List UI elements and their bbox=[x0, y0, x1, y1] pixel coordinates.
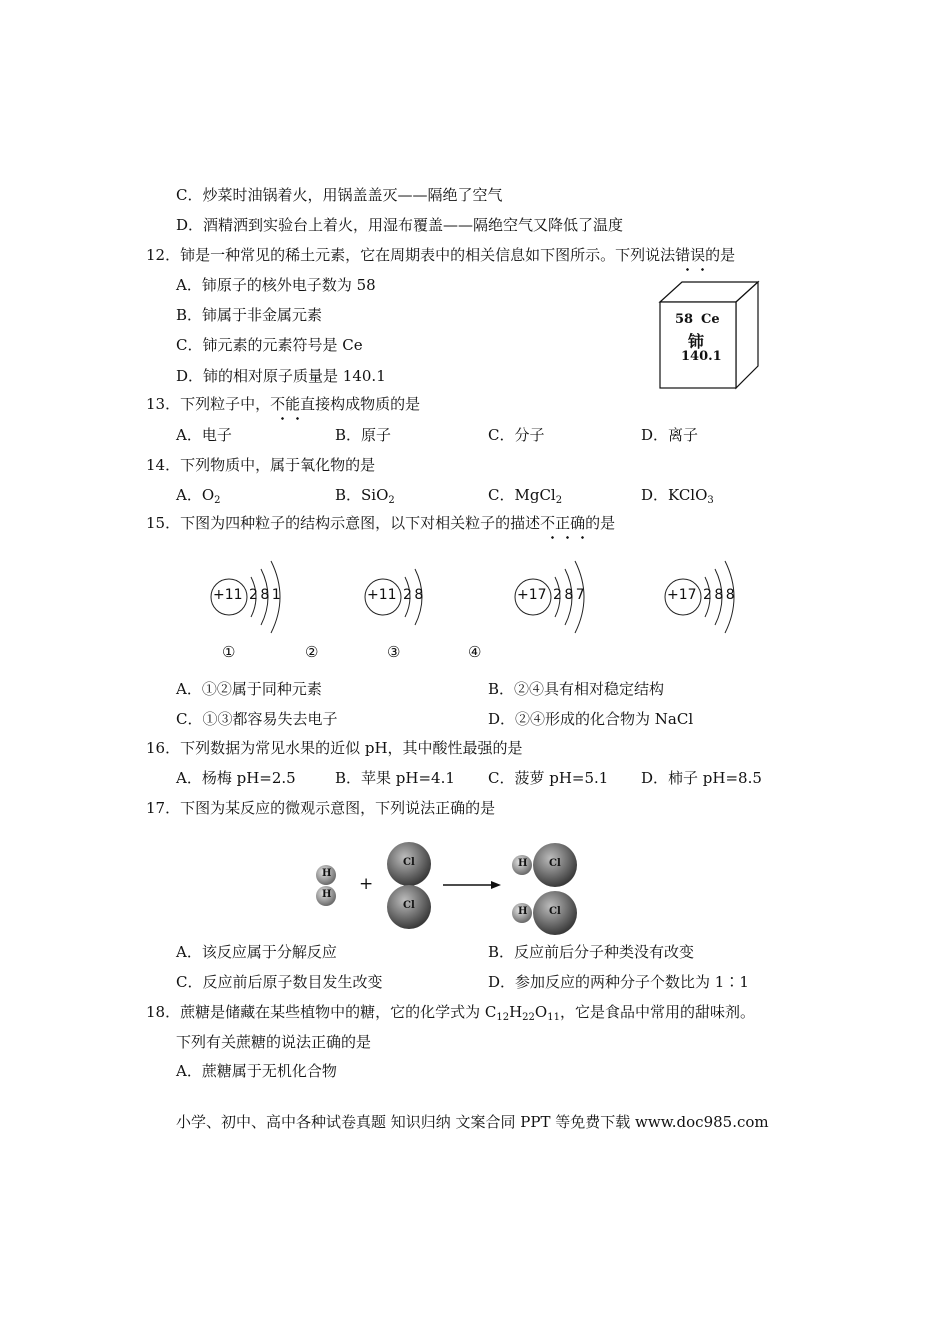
q17-option-b: B．反应前后分子种类没有改变 bbox=[488, 943, 695, 961]
atom-label-2: ② bbox=[305, 643, 319, 661]
q13-stem-end: 直接构成物质的是 bbox=[300, 395, 421, 413]
q13-emphasis: 不能 bbox=[270, 395, 301, 413]
q14-stem: 14．下列物质中，属于氧化物的是 bbox=[146, 456, 376, 474]
cube-outline bbox=[655, 280, 765, 392]
q12-option-a: A．铈原子的核外电子数为 58 bbox=[176, 276, 376, 294]
q14-a-formula: A．O bbox=[176, 486, 215, 504]
plus-sign: + bbox=[359, 874, 374, 894]
q13-option-c: C．分子 bbox=[488, 426, 545, 444]
q17-option-d: D．参加反应的两种分子个数比为 1∶1 bbox=[488, 973, 749, 991]
q14-option-a bbox=[176, 485, 221, 505]
q13-option-b: B．原子 bbox=[335, 426, 392, 444]
cl-label-1: Cl bbox=[403, 857, 415, 868]
q13-option-d: D．离子 bbox=[641, 426, 699, 444]
card-atomic-number: 58 bbox=[675, 312, 694, 327]
q15-stem-text: 15．下图为四种粒子的结构示意图，以下对相关粒子的描述 bbox=[146, 514, 541, 532]
q16-option-c: C．菠萝 pH=5.1 bbox=[488, 769, 609, 787]
atom-4-electrons: 2 8 8 bbox=[703, 587, 735, 603]
atom-1-electrons: 2 8 1 bbox=[249, 587, 281, 603]
atom-label-4: ④ bbox=[468, 643, 482, 661]
q11-option-d: D．酒精洒到实验台上着火，用湿布覆盖——隔绝空气又降低了温度 bbox=[176, 216, 624, 234]
q12-stem bbox=[146, 245, 735, 265]
cl-label-2: Cl bbox=[403, 900, 415, 911]
reaction-micro-diagram bbox=[305, 838, 595, 938]
q15-option-c: C．①③都容易失去电子 bbox=[176, 710, 338, 728]
element-card-cube bbox=[655, 280, 765, 392]
atom-4-nucleus: +17 bbox=[667, 587, 697, 603]
q15-option-b: B．②④具有相对稳定结构 bbox=[488, 680, 665, 698]
atom-label-3: ③ bbox=[387, 643, 401, 661]
q12-option-d: D．铈的相对原子质量是 140.1 bbox=[176, 367, 386, 385]
atom-structure-diagrams bbox=[195, 545, 775, 665]
atom-1-nucleus: +11 bbox=[213, 587, 243, 603]
card-element-name: 铈 bbox=[688, 332, 705, 351]
q14-option-c bbox=[488, 485, 562, 505]
q16-option-b: B．苹果 pH=4.1 bbox=[335, 769, 455, 787]
q14-option-d bbox=[641, 485, 714, 505]
q14-b-formula: B．SiO bbox=[335, 486, 389, 504]
q14-d-subscript: 3 bbox=[707, 495, 714, 506]
atom-3-electrons: 2 8 7 bbox=[553, 587, 585, 603]
hcl-cl-label-2: Cl bbox=[549, 906, 561, 917]
atom-2-electrons: 2 8 bbox=[403, 587, 424, 603]
q13-option-a: A．电子 bbox=[176, 426, 232, 444]
q13-stem-text: 13．下列粒子中， bbox=[146, 395, 271, 413]
hcl-cl-label-1: Cl bbox=[549, 858, 561, 869]
q17-option-c: C．反应前后原子数目发生改变 bbox=[176, 973, 383, 991]
card-symbol: Ce bbox=[701, 312, 720, 327]
page-footer: 小学、初中、高中各种试卷真题 知识归纳 文案合同 PPT 等免费下载 www.doc985.com bbox=[176, 1113, 769, 1131]
q12-option-b: B．铈属于非金属元素 bbox=[176, 306, 323, 324]
q15-stem bbox=[146, 513, 615, 533]
q13-stem bbox=[146, 394, 420, 414]
q14-b-subscript: 2 bbox=[388, 495, 395, 506]
q12-stem-end: 的是 bbox=[705, 246, 736, 264]
q15-option-a: A．①②属于同种元素 bbox=[176, 680, 322, 698]
q18-sub-h: 22 bbox=[522, 1012, 535, 1023]
q12-emphasis: 错误 bbox=[675, 246, 706, 264]
q18-stem bbox=[146, 1002, 755, 1022]
q15-emphasis: 不正确 bbox=[540, 514, 586, 532]
q18-o: O bbox=[534, 1003, 548, 1021]
card-atomic-mass: 140.1 bbox=[681, 349, 722, 364]
q16-option-a: A．杨梅 pH=2.5 bbox=[176, 769, 296, 787]
reaction-svg bbox=[305, 838, 595, 938]
q17-stem: 17．下图为某反应的微观示意图，下列说法正确的是 bbox=[146, 799, 496, 817]
q16-option-d: D．柿子 pH=8.5 bbox=[641, 769, 762, 787]
atom-label-1: ① bbox=[222, 643, 236, 661]
q15-option-d: D．②④形成的化合物为 NaCl bbox=[488, 710, 694, 728]
q16-stem: 16．下列数据为常见水果的近似 pH，其中酸性最强的是 bbox=[146, 739, 523, 757]
q18-stem-line2: 下列有关蔗糖的说法正确的是 bbox=[176, 1033, 372, 1051]
q14-c-formula: C．MgCl bbox=[488, 486, 556, 504]
q18-sub-c: 12 bbox=[496, 1012, 510, 1023]
h-label-2: H bbox=[322, 889, 332, 900]
q14-d-formula: D．KClO bbox=[641, 486, 708, 504]
q11-option-c: C．炒菜时油锅着火，用锅盖盖灭——隔绝了空气 bbox=[176, 186, 503, 204]
q14-c-subscript: 2 bbox=[555, 495, 563, 506]
hcl-h-label-1: H bbox=[518, 858, 528, 869]
q18-option-a: A．蔗糖属于无机化合物 bbox=[176, 1062, 337, 1080]
q18-stem-text: 18．蔗糖是储藏在某些植物中的糖，它的化学式为 C bbox=[146, 1003, 497, 1021]
q18-stem-end: ，它是食品中常用的甜味剂。 bbox=[559, 1003, 755, 1021]
q18-sub-o: 11 bbox=[547, 1012, 560, 1023]
q18-h: H bbox=[509, 1003, 523, 1021]
q17-option-a: A．该反应属于分解反应 bbox=[176, 943, 337, 961]
h-label-1: H bbox=[322, 868, 332, 879]
q12-stem-text: 12．铈是一种常见的稀土元素，它在周期表中的相关信息如下图所示。下列说法 bbox=[146, 246, 676, 264]
q14-a-subscript: 2 bbox=[214, 495, 221, 506]
q12-option-c: C．铈元素的元素符号是 Ce bbox=[176, 336, 363, 354]
q14-option-b bbox=[335, 485, 395, 505]
atom-2-nucleus: +11 bbox=[367, 587, 397, 603]
atom-diagrams-svg bbox=[195, 545, 775, 665]
q15-stem-end: 的是 bbox=[585, 514, 616, 532]
arrow-head bbox=[491, 881, 501, 889]
hcl-h-label-2: H bbox=[518, 906, 528, 917]
atom-3-nucleus: +17 bbox=[517, 587, 547, 603]
